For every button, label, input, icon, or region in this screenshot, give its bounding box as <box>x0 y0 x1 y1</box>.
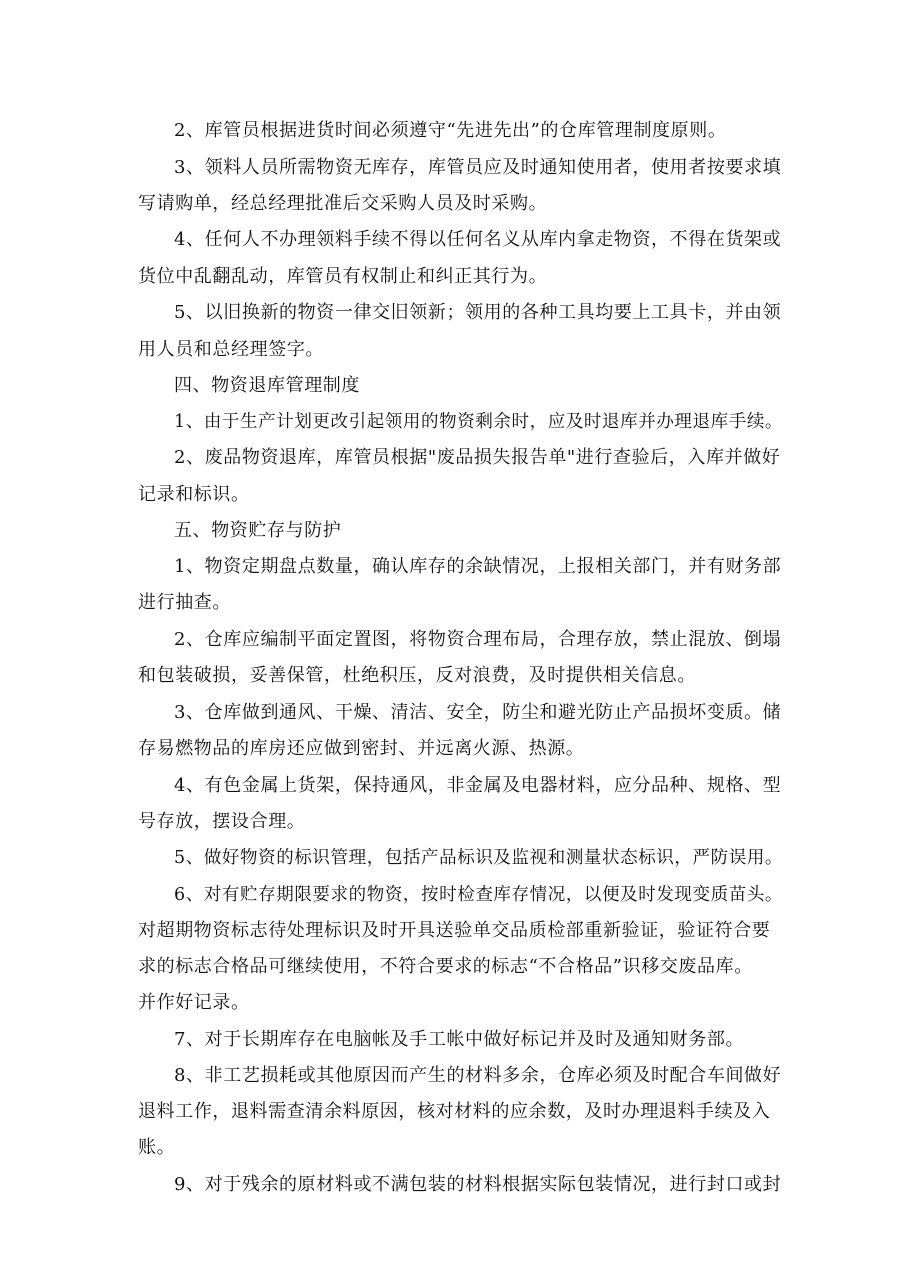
paragraph-line: 退料工作，退料需查清余料原因，核对材料的应余数，及时办理退料手续及入 <box>138 1101 771 1122</box>
paragraph-line: 账。 <box>138 1137 176 1158</box>
paragraph-line: 2、仓库应编制平面定置图，将物资合理布局，合理存放，禁止混放、倒塌 <box>174 629 782 650</box>
paragraph-line: 1、物资定期盘点数量，确认库存的余缺情况，上报相关部门，并有财务部 <box>174 556 782 577</box>
paragraph-line: 2、废品物资退库，库管员根据"废品损失报告单"进行查验后，入库并做好 <box>174 447 781 468</box>
paragraph-line: 1、由于生产计划更改引起领用的物资剩余时，应及时退库并办理退库手续。 <box>174 412 784 432</box>
paragraph-line: 5、做好物资的标识管理，包括产品标识及监视和测量状态标识，严防误用。 <box>174 848 784 868</box>
section-heading: 五、物资贮存与防护 <box>174 520 342 541</box>
paragraph-line: 4、有色金属上货架，保持通风，非金属及电器材料，应分品种、规格、型 <box>174 775 782 796</box>
paragraph-line: 求的标志合格品可继续使用，不符合要求的标志“不合格品”识移交废品库。 <box>138 956 753 977</box>
paragraph-line: 号存放，摆设合理。 <box>138 811 306 832</box>
paragraph-line: 3、领料人员所需物资无库存，库管员应及时通知使用者，使用者按要求填 <box>174 157 782 178</box>
paragraph-line: 5、以旧换新的物资一律交旧领新；领用的各种工具均要上工具卡，并由领 <box>174 302 782 323</box>
paragraph-line: 和包装破损，妥善保管，杜绝积压，反对浪费，及时提供相关信息。 <box>138 665 696 686</box>
paragraph-line: 存易燃物品的库房还应做到密封、并远离火源、热源。 <box>138 738 585 759</box>
paragraph-line: 对超期物资标志待处理标识及时开具送验单交品质检部重新验证，验证符合要 <box>138 920 771 941</box>
paragraph-line: 8、非工艺损耗或其他原因而产生的材料多余，仓库必须及时配合车间做好 <box>174 1065 782 1086</box>
paragraph-line: 6、对有贮存期限要求的物资，按时检查库存情况，以便及时发现变质苗头。 <box>174 885 784 905</box>
section-heading: 四、物资退库管理制度 <box>174 375 360 396</box>
paragraph-line: 9、对于残余的原材料或不满包装的材料根据实际包装情况，进行封口或封 <box>174 1174 782 1195</box>
paragraph-line: 进行抽查。 <box>138 592 231 613</box>
paragraph-line: 2、库管员根据进货时间必须遵守“先进先出”的仓库管理制度原则。 <box>174 120 727 141</box>
paragraph-line: 用人员和总经理签字。 <box>138 339 324 360</box>
paragraph-line: 货位中乱翻乱动，库管员有权制止和纠正其行为。 <box>138 266 548 287</box>
paragraph-line: 并作好记录。 <box>138 992 250 1013</box>
paragraph-line: 3、仓库做到通风、干燥、清洁、安全，防尘和避光防止产品损坏变质。储 <box>174 702 782 723</box>
paragraph-line: 记录和标识。 <box>138 484 250 505</box>
paragraph-line: 写请购单，经总经理批准后交采购人员及时采购。 <box>138 193 548 214</box>
paragraph-line: 7、对于长期库存在电脑帐及手工帐中做好标记并及时及通知财务部。 <box>174 1029 745 1050</box>
paragraph-line: 4、任何人不办理领料手续不得以任何名义从库内拿走物资，不得在货架或 <box>174 229 782 250</box>
